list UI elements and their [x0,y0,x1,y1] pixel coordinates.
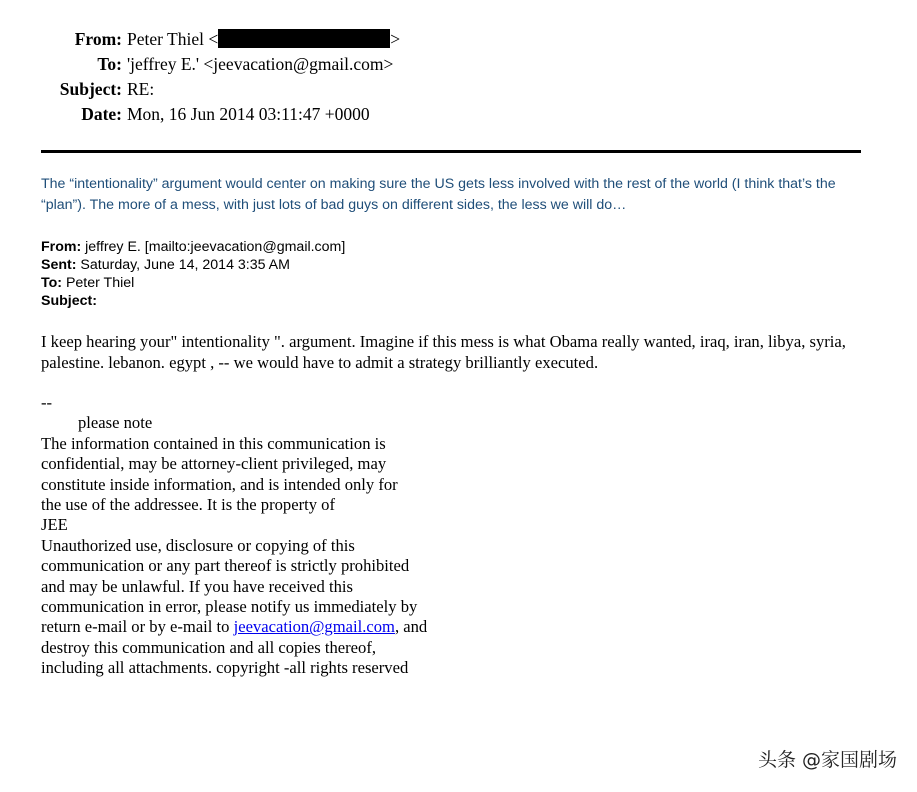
disclaimer-line: confidential, may be attorney-client privileged, may [41,454,387,474]
signature-please-note: please note [78,413,153,433]
header-from-close: > [390,29,401,49]
header-from-name: Peter Thiel < [127,29,219,49]
disclaimer-line: communication in error, please notify us immediately by [41,597,418,617]
header-to-row [0,52,600,77]
forwarded-from-row [41,238,641,256]
forwarded-header [41,238,641,310]
forwarded-from-label: From: [41,239,82,255]
signature-block [41,393,481,679]
forwarded-sent-value: Saturday, June 14, 2014 3:35 AM [76,257,290,273]
forwarded-sent-row [41,256,641,274]
disclaimer-line: The information contained in this communication is [41,433,386,453]
disclaimer-line: communication or any part thereof is strictly prohibited [41,556,410,576]
redaction-box [218,29,390,48]
disclaimer-line: JEE [41,515,68,535]
signature-dashes: -- [41,393,53,412]
forwarded-from-value: jeffrey E. [mailto:jeevacation@gmail.com] [81,239,346,255]
header-subject-label: Subject: [59,79,122,99]
forwarded-subject-row [41,292,641,310]
forwarded-to-label: To: [41,275,63,291]
forwarded-to-row [41,274,641,292]
reply-text: The “intentionality” argument would center on making sure the US gets less involved with the rest of the world (I think that’s the “plan”). The more of a mess, with just lots of bad guys on different sides, the less we will do… [41,176,836,213]
disclaimer-line: Unauthorized use, disclosure or copying of this [41,535,355,555]
header-to-label: To: [97,54,122,74]
header-subject-value: RE: [127,79,155,99]
email-header [0,27,600,127]
forwarded-sent-label: Sent: [41,257,77,273]
watermark: 头条 @家国剧场 [757,749,897,771]
disclaimer-line: destroy this communication and all copies thereof, [41,637,377,657]
header-from-label: From: [74,29,122,49]
disclaimer-line: including all attachments. copyright -all rights reserved [41,658,409,678]
header-date-label: Date: [81,104,122,124]
message-body: I keep hearing your" intentionality ". argument. Imagine if this mess is what Obama really wanted, iraq, iran, libya, syria, palestine. lebanon. egypt , -- we would have to admit a strategy brilliantly executed. [41,332,846,372]
email-link[interactable]: jeevacation@gmail.com [233,617,395,637]
header-date-row [0,102,600,127]
disclaimer-return-prefix: return e-mail or by e-mail to [41,617,234,637]
disclaimer-return-suffix: , and [394,617,428,637]
disclaimer-line: and may be unlawful. If you have received this [41,576,353,596]
disclaimer-line: the use of the addressee. It is the property of [41,495,335,515]
forwarded-subject-label: Subject: [41,293,97,309]
forwarded-to-value: Peter Thiel [62,275,135,291]
header-date-value: Mon, 16 Jun 2014 03:11:47 +0000 [127,104,370,124]
header-subject-row [0,77,600,102]
disclaimer-line: constitute inside information, and is intended only for [41,474,398,494]
header-divider [41,150,861,153]
header-to-value: 'jeffrey E.' <jeevacation@gmail.com> [127,54,394,74]
header-from-row [0,27,600,52]
disclaimer-return-line [41,617,481,637]
